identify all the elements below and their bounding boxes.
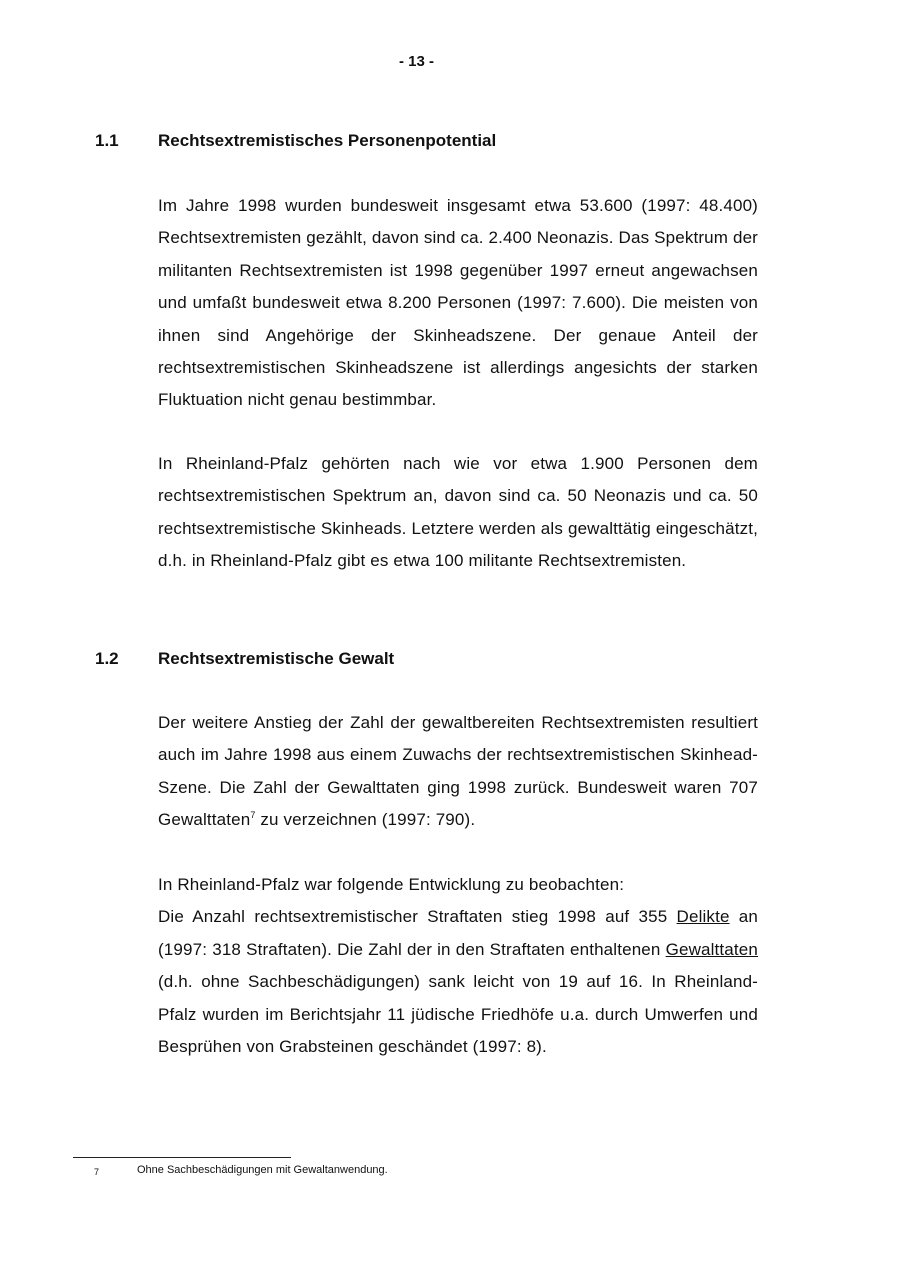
footnote-number: 7 xyxy=(94,1167,100,1177)
paragraph-1-2-a xyxy=(158,707,758,837)
text-run: (d.h. ohne Sachbeschädigungen) sank leicht von 19 auf 16. In Rheinland-Pfalz wurden im Berichtsjahr 11 jüdische Friedhöfe u.a. durch Umwerfen und Besprühen von Grabsteinen geschändet (1997: 8). xyxy=(158,972,758,1057)
section-heading-1-2 xyxy=(95,648,795,670)
paragraph-text: In Rheinland-Pfalz gehörten nach wie vor etwa 1.900 Personen dem rechtsextremistischen Spektrum an, davon sind ca. 50 Neonazis und ca. 50 rechtsextremistische Skinheads. Letztere werden als gewalttätig eingeschätzt, d.h. in Rheinland-Pfalz gibt es etwa 100 militante Rechtsextremisten. xyxy=(158,454,758,571)
underlined-term-delikte: Delikte xyxy=(676,907,730,927)
footnote-divider xyxy=(73,1157,291,1158)
paragraph-text xyxy=(158,707,758,837)
paragraph-text: Im Jahre 1998 wurden bundesweit insgesamt etwa 53.600 (1997: 48.400) Rechtsextremisten gezählt, davon sind ca. 2.400 Neonazis. Das Spektrum der militanten Rechtsextremisten ist 1998 gegenüber 1997 erneut angewachsen und umfaßt bundesweit etwa 8.200 Personen (1997: 7.600). Die meisten von ihnen sind Angehörige der Skinheadszene. Der genaue Anteil der rechtsextremistischen Skinheadszene ist allerdings angesichts der starken Fluktuation nicht genau bestimmbar. xyxy=(158,196,758,410)
footnote xyxy=(94,1163,794,1179)
section-number: 1.2 xyxy=(95,649,119,668)
paragraph-1-1-b xyxy=(158,448,758,578)
paragraph-text xyxy=(158,901,758,1063)
page-number: - 13 - xyxy=(398,53,434,70)
text-run: an (1997: 318 Straftaten). Die Zahl der in den Straftaten enthaltenen xyxy=(158,907,758,959)
section-heading-1-1 xyxy=(95,130,795,152)
underlined-term-gewalttaten: Gewalttaten xyxy=(665,939,758,959)
footnote-reference[interactable]: 7 xyxy=(250,810,256,821)
section-title: Rechtsextremistisches Personenpotential xyxy=(158,131,497,150)
paragraph-1-1-a xyxy=(158,190,758,417)
text-run: Die Anzahl rechtsextremistischer Straftaten stieg 1998 auf 355 xyxy=(158,907,677,927)
text-run: Der weitere Anstieg der Zahl der gewaltbereiten Rechtsextremisten resultiert auch im Jahre 1998 aus einem Zuwachs der rechtsextremistischen Skinhead-Szene. Die Zahl der Gewalttaten ging 1998 zurück. Bundesweit waren 707 Gewalttaten xyxy=(158,713,758,830)
section-title: Rechtsextremistische Gewalt xyxy=(158,649,395,668)
section-number: 1.1 xyxy=(95,131,119,150)
footnote-text: Ohne Sachbeschädigungen mit Gewaltanwendung. xyxy=(137,1164,388,1176)
paragraph-1-2-b xyxy=(158,869,758,1063)
paragraph-intro: In Rheinland-Pfalz war folgende Entwicklung zu beobachten: xyxy=(158,875,625,894)
text-run: zu verzeichnen (1997: 790). xyxy=(255,810,476,830)
